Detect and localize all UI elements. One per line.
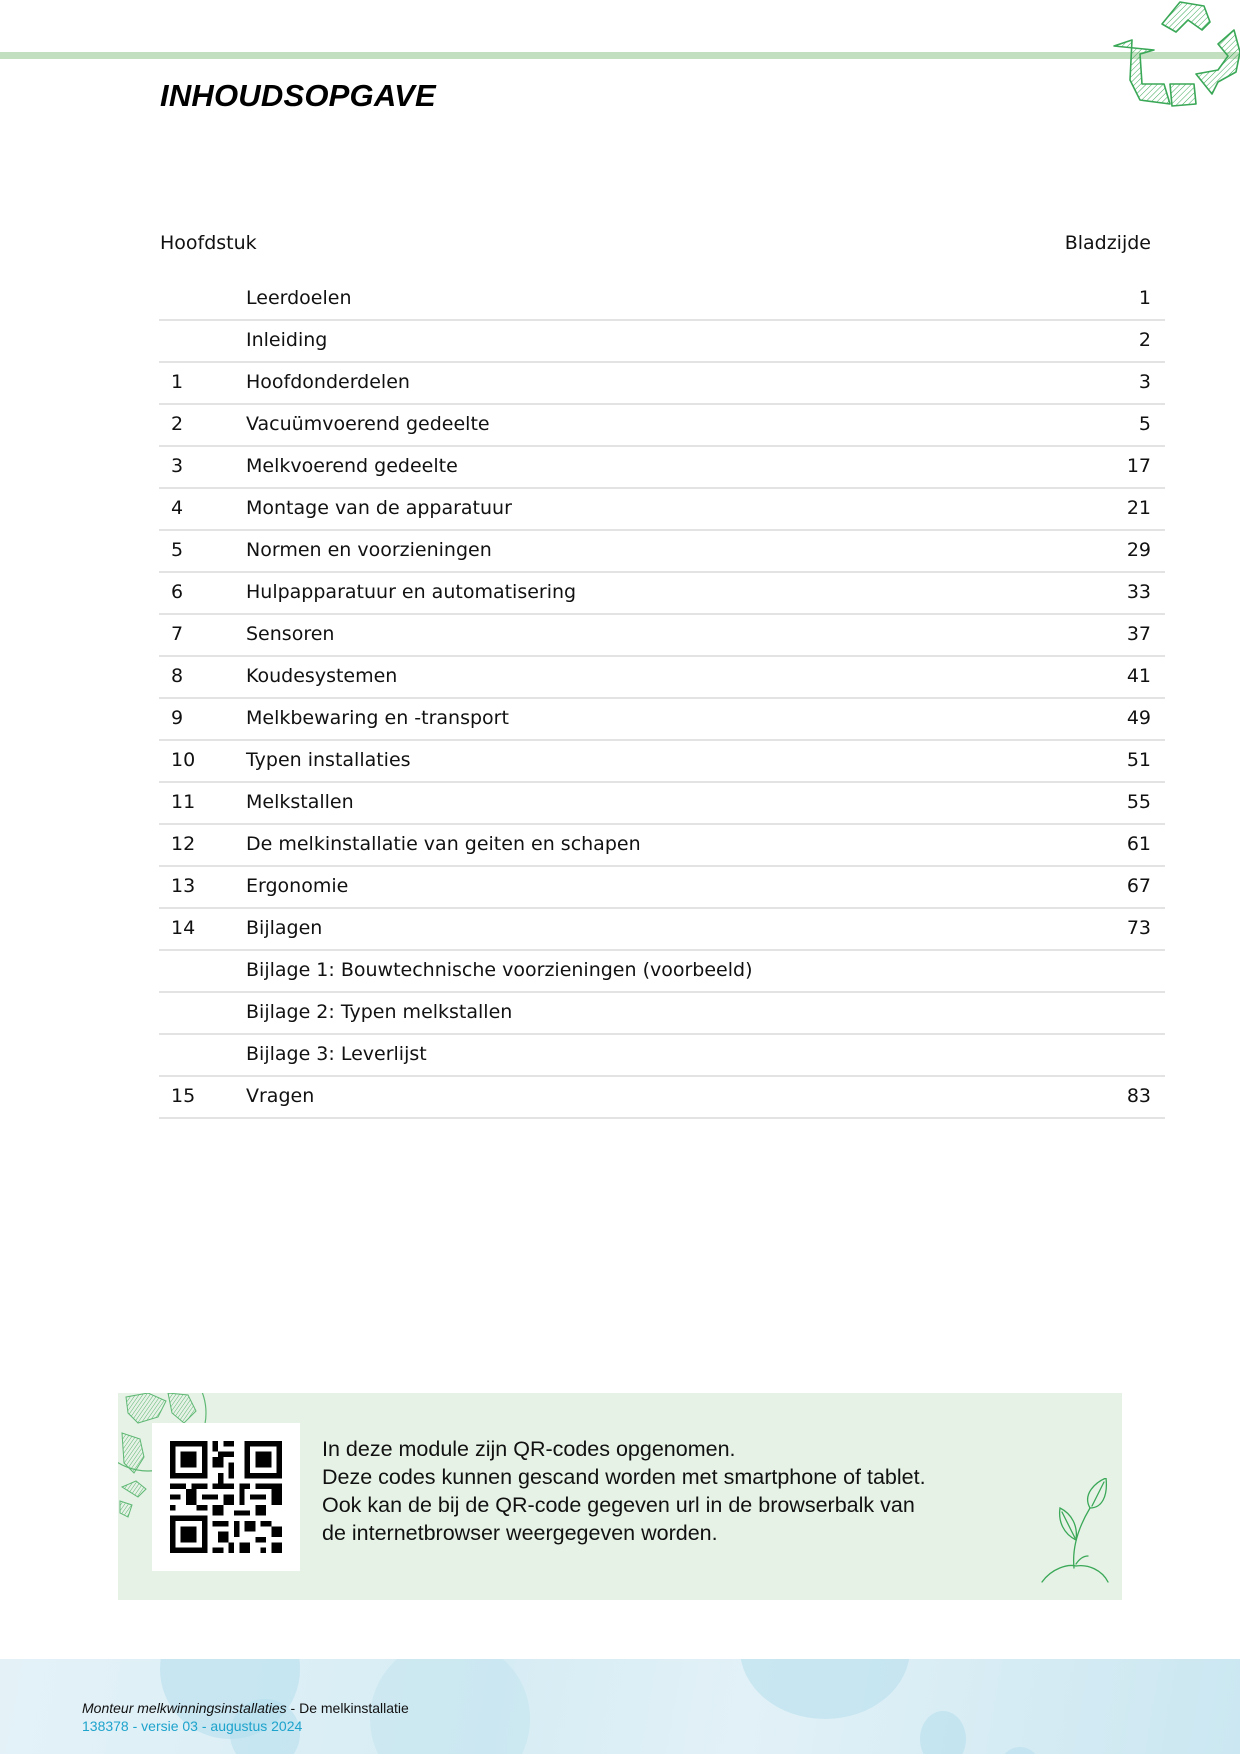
chapter-number: 15 bbox=[171, 1085, 196, 1107]
course-title: Monteur melkwinningsinstallaties bbox=[82, 1700, 287, 1716]
page-number: 51 bbox=[1126, 749, 1151, 771]
chapter-number: 2 bbox=[171, 413, 184, 435]
page-number: 61 bbox=[1126, 833, 1151, 855]
toc-row[interactable] bbox=[159, 615, 1165, 657]
qr-info-line: de internetbrowser weergegeven worden. bbox=[322, 1521, 718, 1545]
page-column-header: Bladzijde bbox=[1064, 232, 1151, 254]
header-rule bbox=[0, 52, 1240, 59]
chapter-title: Melkstallen bbox=[246, 791, 354, 813]
qr-info-text bbox=[322, 1435, 1022, 1547]
toc-row[interactable] bbox=[159, 531, 1165, 573]
chapter-number: 10 bbox=[171, 749, 196, 771]
page-number: 3 bbox=[1138, 371, 1151, 393]
toc-row[interactable] bbox=[159, 867, 1165, 909]
toc-row[interactable] bbox=[159, 1035, 1165, 1077]
chapter-number: 13 bbox=[171, 875, 196, 897]
page-number: 67 bbox=[1126, 875, 1151, 897]
page-number: 1 bbox=[1138, 287, 1151, 309]
qr-card bbox=[152, 1423, 300, 1571]
toc-row[interactable] bbox=[159, 783, 1165, 825]
chapter-number: 6 bbox=[171, 581, 184, 603]
page-number: 29 bbox=[1126, 539, 1151, 561]
chapter-title: Koudesystemen bbox=[246, 665, 398, 687]
table-of-contents bbox=[159, 279, 1165, 1119]
toc-row[interactable] bbox=[159, 951, 1165, 993]
qr-info-line: Ook kan de bij de QR-code gegeven url in de browserbalk van bbox=[322, 1493, 915, 1517]
page-number: 5 bbox=[1138, 413, 1151, 435]
toc-row[interactable] bbox=[159, 489, 1165, 531]
page-number: 73 bbox=[1126, 917, 1151, 939]
chapter-title: Bijlage 3: Leverlijst bbox=[246, 1043, 427, 1065]
version-info: 138378 - versie 03 - augustus 2024 bbox=[82, 1718, 303, 1734]
page-number: 17 bbox=[1126, 455, 1151, 477]
chapter-number: 7 bbox=[171, 623, 184, 645]
chapter-title: Melkbewaring en -transport bbox=[246, 707, 509, 729]
module-title: De melkinstallatie bbox=[299, 1700, 409, 1716]
footer-title bbox=[82, 1700, 409, 1716]
footer bbox=[0, 1659, 1240, 1754]
toc-row[interactable] bbox=[159, 279, 1165, 321]
chapter-title: Normen en voorzieningen bbox=[246, 539, 492, 561]
toc-row[interactable] bbox=[159, 909, 1165, 951]
toc-row[interactable] bbox=[159, 321, 1165, 363]
toc-row[interactable] bbox=[159, 657, 1165, 699]
recycle-icon bbox=[1100, 0, 1240, 116]
chapter-column-header: Hoofdstuk bbox=[160, 232, 257, 254]
qr-info-line: In deze module zijn QR-codes opgenomen. bbox=[322, 1437, 736, 1461]
qr-info-box bbox=[118, 1393, 1122, 1600]
chapter-number: 3 bbox=[171, 455, 184, 477]
toc-row[interactable] bbox=[159, 993, 1165, 1035]
page-number: 55 bbox=[1126, 791, 1151, 813]
page-number: 49 bbox=[1126, 707, 1151, 729]
toc-row[interactable] bbox=[159, 573, 1165, 615]
page-number: 83 bbox=[1126, 1085, 1151, 1107]
chapter-title: Hulpapparatuur en automatisering bbox=[246, 581, 577, 603]
page-number: 21 bbox=[1126, 497, 1151, 519]
page-number: 37 bbox=[1126, 623, 1151, 645]
page-number: 33 bbox=[1126, 581, 1151, 603]
chapter-number: 12 bbox=[171, 833, 196, 855]
page-number: 2 bbox=[1138, 329, 1151, 351]
qr-info-line: Deze codes kunnen gescand worden met smartphone of tablet. bbox=[322, 1465, 926, 1489]
page-number: 41 bbox=[1126, 665, 1151, 687]
chapter-title: Inleiding bbox=[246, 329, 328, 351]
chapter-number: 4 bbox=[171, 497, 184, 519]
chapter-number: 5 bbox=[171, 539, 184, 561]
chapter-title: Bijlagen bbox=[246, 917, 323, 939]
toc-row[interactable] bbox=[159, 825, 1165, 867]
page-title: INHOUDSOPGAVE bbox=[160, 78, 436, 113]
chapter-number: 1 bbox=[171, 371, 184, 393]
chapter-number: 11 bbox=[171, 791, 196, 813]
toc-row[interactable] bbox=[159, 741, 1165, 783]
toc-row[interactable] bbox=[159, 363, 1165, 405]
chapter-title: Vacuümvoerend gedeelte bbox=[246, 413, 490, 435]
chapter-title: De melkinstallatie van geiten en schapen bbox=[246, 833, 641, 855]
chapter-title: Bijlage 2: Typen melkstallen bbox=[246, 1001, 513, 1023]
chapter-title: Sensoren bbox=[246, 623, 335, 645]
chapter-title: Typen installaties bbox=[246, 749, 411, 771]
toc-row[interactable] bbox=[159, 447, 1165, 489]
toc-row[interactable] bbox=[159, 405, 1165, 447]
qr-code[interactable] bbox=[170, 1441, 282, 1553]
toc-row[interactable] bbox=[159, 1077, 1165, 1119]
chapter-title: Montage van de apparatuur bbox=[246, 497, 512, 519]
chapter-title: Vragen bbox=[246, 1085, 315, 1107]
chapter-number: 9 bbox=[171, 707, 184, 729]
title-separator: - bbox=[286, 1700, 300, 1716]
chapter-title: Leerdoelen bbox=[246, 287, 352, 309]
chapter-number: 8 bbox=[171, 665, 184, 687]
chapter-title: Ergonomie bbox=[246, 875, 349, 897]
chapter-title: Melkvoerend gedeelte bbox=[246, 455, 458, 477]
toc-header bbox=[160, 232, 1151, 258]
chapter-title: Bijlage 1: Bouwtechnische voorzieningen (voorbeeld) bbox=[246, 959, 753, 981]
sprout-icon bbox=[1038, 1478, 1110, 1588]
chapter-title: Hoofdonderdelen bbox=[246, 371, 410, 393]
chapter-number: 14 bbox=[171, 917, 196, 939]
toc-row[interactable] bbox=[159, 699, 1165, 741]
